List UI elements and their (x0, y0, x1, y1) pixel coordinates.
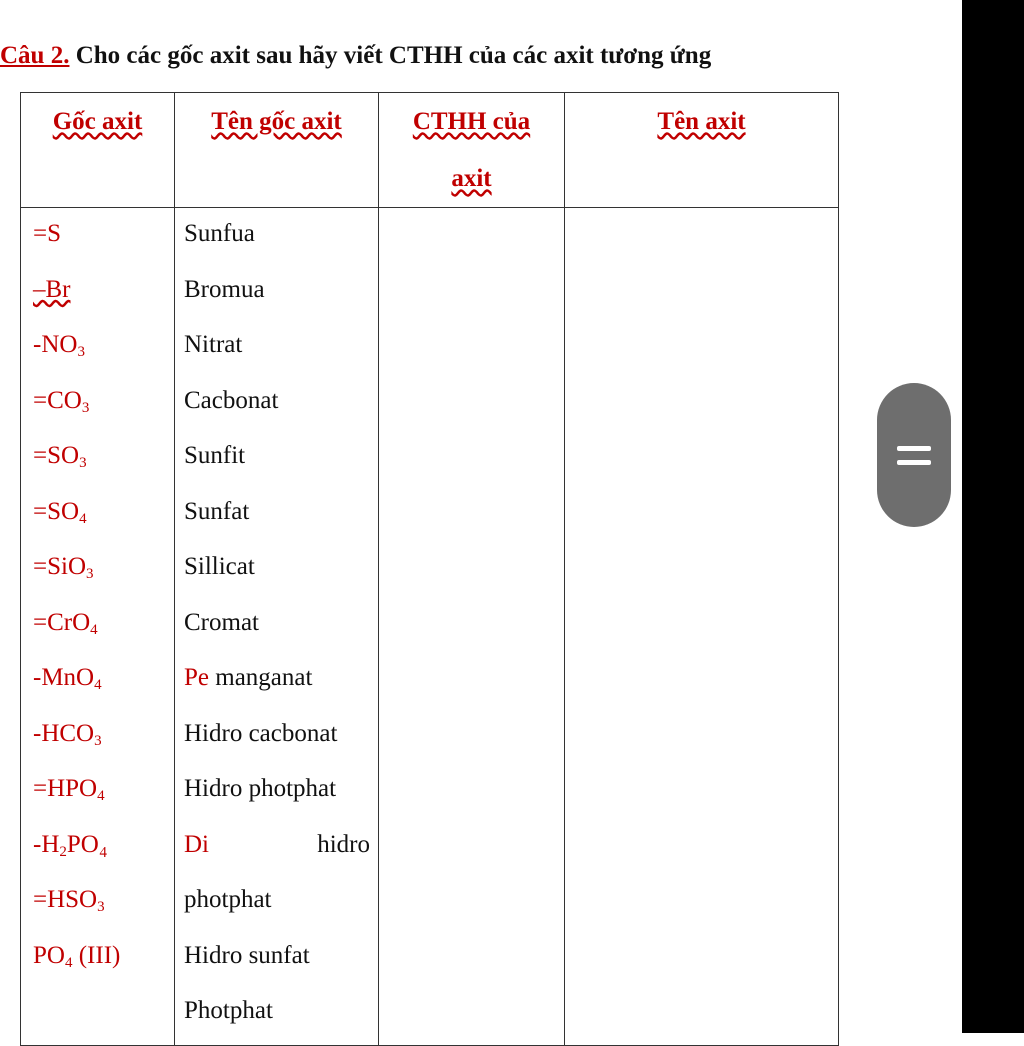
list-item: Sunfat (184, 497, 250, 525)
list-item: $=CO_3$ (33, 386, 90, 416)
body-row (21, 208, 839, 1046)
question-text: Cho các gốc axit sau hãy viết CTHH của các axit tương ứng (69, 42, 712, 69)
acid-name-answer-cell[interactable] (565, 208, 839, 1046)
cthh-answer-cell[interactable] (379, 208, 565, 1046)
list-item: $-NO_3$ (33, 331, 85, 360)
scroll-handle[interactable] (877, 383, 951, 527)
name-list (175, 212, 378, 1045)
root-list (21, 212, 174, 989)
list-item: $-H_2PO_4$ (33, 830, 108, 860)
grip-line-icon (897, 446, 931, 451)
list-item: Hidro photphat (184, 775, 337, 802)
list-item: Cromat (184, 608, 259, 636)
list-item: Bromua (184, 275, 265, 303)
name-column (175, 208, 379, 1046)
list-item: $=SO_4$ (33, 497, 87, 527)
list-item: $=HPO_4$ (33, 775, 105, 804)
list-item: Sillicat (184, 553, 255, 580)
list-item: =CrO$_4$ (33, 608, 98, 638)
list-item: Di hidro (184, 830, 370, 858)
header-ten-axit: Tên axit (565, 93, 839, 208)
list-item: Sunfua (184, 220, 255, 247)
list-item: Hidro sunfat (184, 941, 310, 969)
list-item: -MnO$_4$ (33, 664, 102, 693)
question-title (0, 42, 711, 70)
acid-table (20, 92, 839, 1046)
right-edge-bar (962, 0, 1024, 1033)
list-item: Pe manganat (184, 664, 313, 691)
list-item: photphat (184, 886, 272, 913)
header-row (21, 93, 839, 208)
list-item: –Br (33, 275, 71, 303)
list-item: =SiO$_3$ (33, 553, 94, 582)
root-column (21, 208, 175, 1046)
list-item: $=HSO_3$ (33, 886, 105, 915)
list-item: =S (33, 220, 62, 247)
list-item: Sunfit (184, 442, 246, 469)
grip-line-icon (897, 460, 931, 465)
list-item: $=SO_3$ (33, 442, 87, 471)
header-goc-axit: Gốc axit (21, 93, 175, 208)
list-item: $-HCO_3$ (33, 719, 102, 749)
header-ten-goc-axit: Tên gốc axit (175, 93, 379, 208)
question-number: Câu 2. (0, 42, 70, 69)
header-cthh-axit: CTHH của axit (379, 93, 565, 208)
list-item: Hidro cacbonat (184, 719, 338, 747)
list-item: Nitrat (184, 331, 243, 358)
list-item: $PO_4$ (III) (33, 941, 121, 971)
list-item: Photphat (184, 997, 273, 1024)
list-item: Cacbonat (184, 386, 279, 414)
